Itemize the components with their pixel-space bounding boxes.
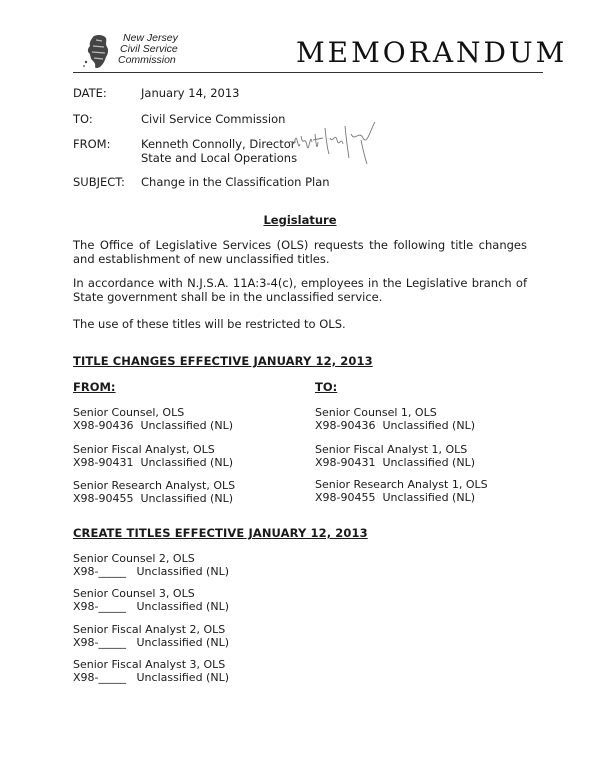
from-entry [73,479,235,505]
to-column-heading: TO: [315,380,338,394]
entry-code: X98-_____ Unclassified (NL) [73,600,229,613]
entry-code: X98-90431 Unclassified (NL) [73,456,233,469]
handwritten-signature [283,114,393,170]
from-label: FROM: [73,137,111,151]
entry-code: X98-_____ Unclassified (NL) [73,671,229,684]
logo-line-3: Commission [118,54,176,66]
entry-title: Senior Research Analyst 1, OLS [315,478,488,491]
nj-state-outline-icon [80,32,120,72]
entry-code: X98-90436 Unclassified (NL) [73,419,233,432]
memo-title: MEMORANDUM [296,36,568,69]
from-value-line-2: State and Local Operations [141,151,298,165]
entry-title: Senior Counsel 2, OLS [73,552,195,565]
entry-title: Senior Fiscal Analyst 2, OLS [73,623,226,636]
entry-code: X98-90455 Unclassified (NL) [315,491,475,504]
entry-code: X98-_____ Unclassified (NL) [73,565,229,578]
to-value: Civil Service Commission [141,112,286,126]
entry-title: Senior Counsel 3, OLS [73,587,195,600]
entry-code: X98-90455 Unclassified (NL) [73,492,233,505]
date-label: DATE: [73,86,107,100]
from-entry [73,406,233,432]
from-value: Kenneth Connolly, Director [141,137,296,151]
entry-title: Senior Fiscal Analyst, OLS [73,443,215,456]
create-entry [73,623,229,649]
from-entry [73,443,233,469]
entry-code: X98-_____ Unclassified (NL) [73,636,229,649]
logo-line-2: Civil Service [120,43,178,55]
create-entry [73,552,229,578]
entry-title: Senior Fiscal Analyst 3, OLS [73,658,226,671]
entry-title: Senior Counsel 1, OLS [315,406,437,419]
subject-label: SUBJECT: [73,175,125,189]
subject-value: Change in the Classification Plan [141,175,330,189]
to-entry [315,478,488,504]
title-changes-heading: TITLE CHANGES EFFECTIVE JANUARY 12, 2013 [73,354,373,368]
date-value: January 14, 2013 [141,86,240,100]
logo-line-1: New Jersey [123,32,178,44]
paragraph-1: The Office of Legislative Services (OLS) requests the following title changes and establishment of new unclassified titles. [73,238,527,266]
entry-title: Senior Research Analyst, OLS [73,479,236,492]
to-entry [315,406,475,432]
create-entry [73,587,229,613]
to-entry [315,443,475,469]
entry-code: X98-90436 Unclassified (NL) [315,419,475,432]
create-titles-heading: CREATE TITLES EFFECTIVE JANUARY 12, 2013 [73,526,368,540]
from-column-heading: FROM: [73,380,116,394]
paragraph-3: The use of these titles will be restricted to OLS. [73,317,346,331]
entry-title: Senior Counsel, OLS [73,406,185,419]
entry-code: X98-90431 Unclassified (NL) [315,456,475,469]
create-entry [73,658,229,684]
section-title: Legislature [263,213,337,227]
header-rule [73,72,543,73]
paragraph-2: In accordance with N.J.S.A. 11A:3-4(c), employees in the Legislative branch of State government shall be in the unclassified service. [73,276,527,304]
to-label: TO: [73,112,93,126]
entry-title: Senior Fiscal Analyst 1, OLS [315,443,468,456]
commission-logo [80,28,190,76]
logo-text [120,33,178,66]
